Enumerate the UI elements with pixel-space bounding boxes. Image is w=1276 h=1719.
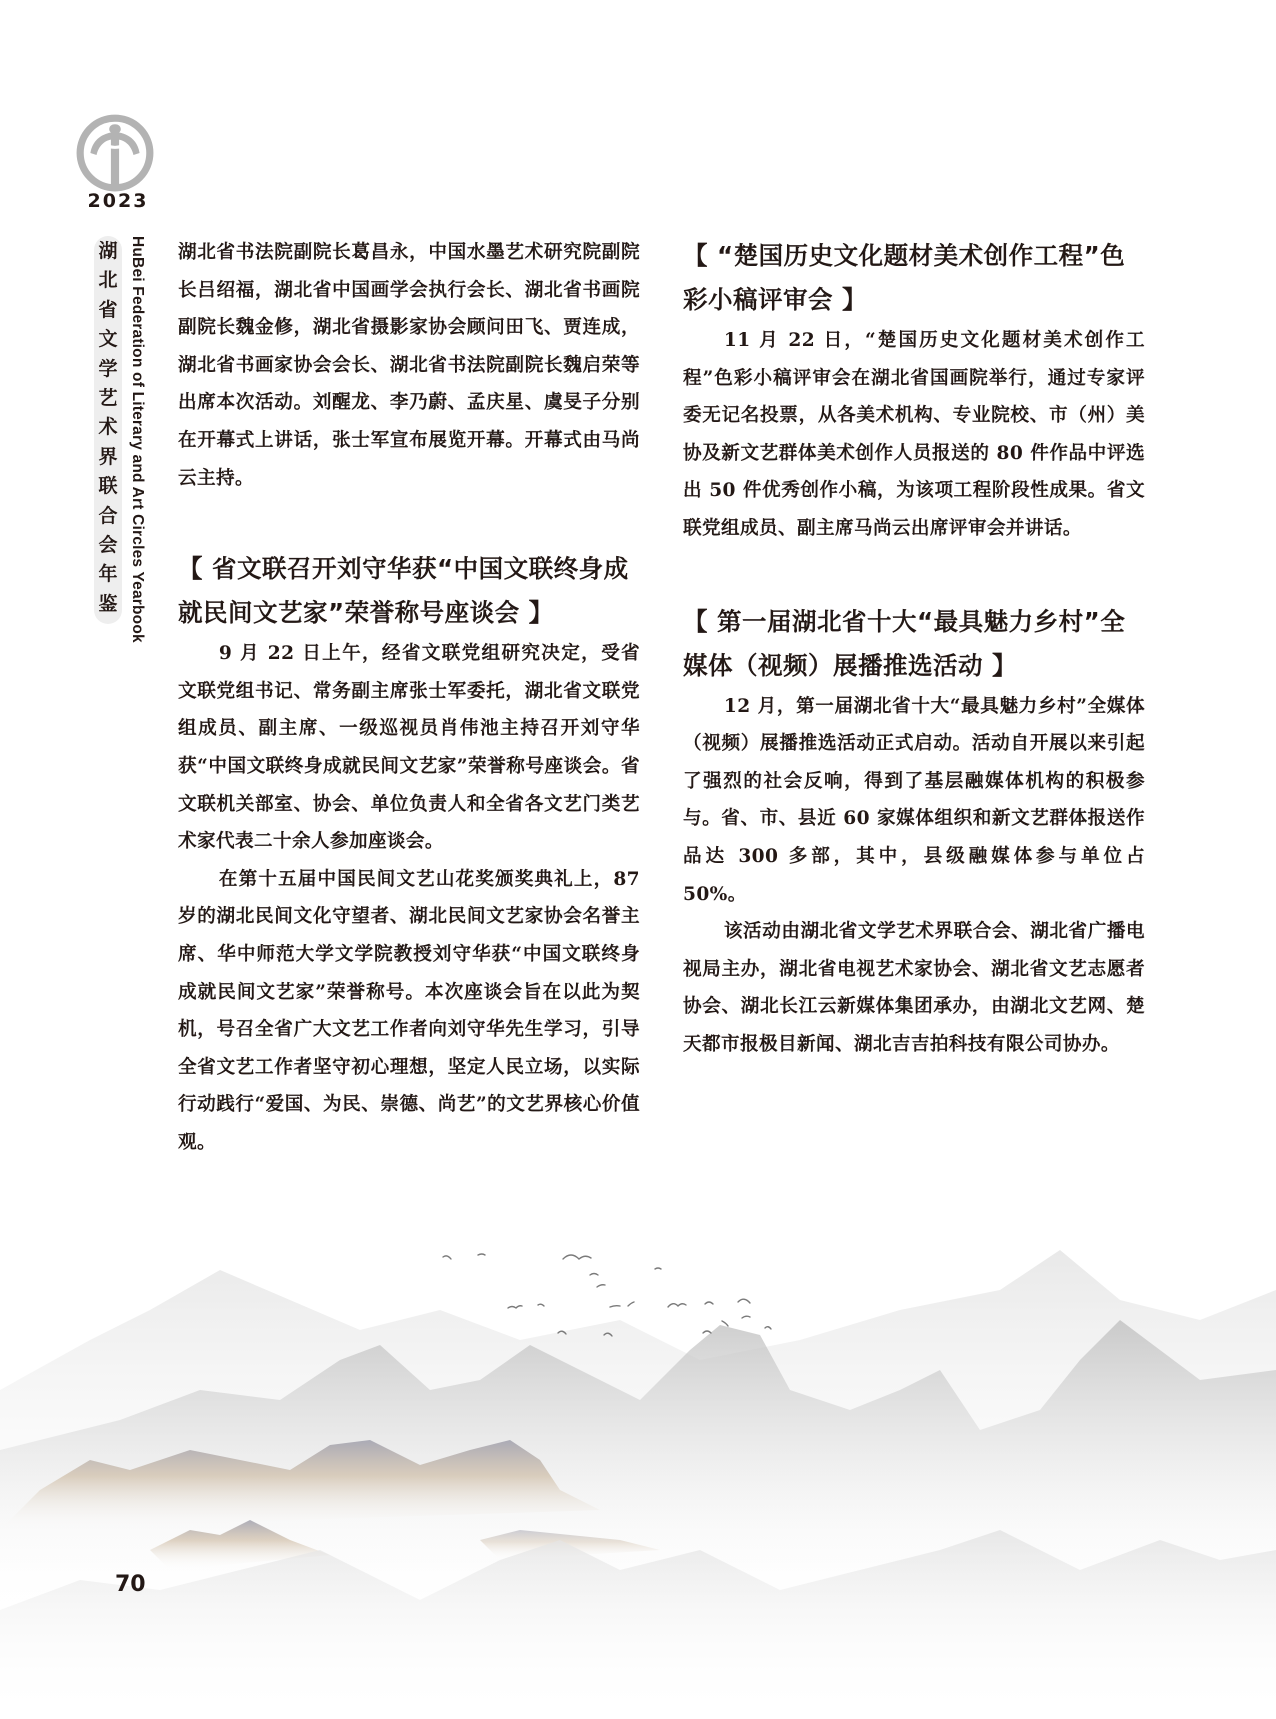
side-title-char: 年 bbox=[98, 563, 118, 586]
intro-paragraph: 湖北省书法院副院长葛昌永，中国水墨艺术研究院副院长吕绍福，湖北省中国画学会执行会长、湖北省书画院副院长魏金修，湖北省摄影家协会顾问田飞、贾连成，湖北省书画家协会会长、湖北省书法院副院长魏启荣等出席本次活动。刘醒龙、李乃蔚、孟庆星、虞旻子分别在开幕式上讲话，张士军宣布展览开幕。开幕式由马尚云主持。 bbox=[178, 242, 640, 489]
body-paragraph: 在第十五届中国民间文艺山花奖颁奖典礼上，87 岁的湖北民间文化守望者、湖北民间文艺家协会名誉主席、华中师范大学文学院教授刘守华获“中国文联终身成就民间文艺家”荣誉称号。本次座谈会旨在以此为契机，号召全省广大文艺工作者向刘守华先生学习，引导全省文艺工作者坚守初心理想，坚定人民立场，以实际行动践行“爱国、为民、崇德、尚艺”的文艺界核心价值观。 bbox=[178, 868, 640, 1153]
side-title-char: 鉴 bbox=[98, 592, 118, 615]
left-column bbox=[178, 234, 640, 1161]
side-title-char: 艺 bbox=[98, 387, 118, 410]
side-title-char: 界 bbox=[98, 445, 118, 468]
body-paragraph: 11 月 22 日，“楚国历史文化题材美术创作工程”色彩小稿评审会在湖北省国画院举行，通过专家评委无记名投票，从各美术机构、专业院校、市（州）美协及新文艺群体美术创作人员报送的 80 件作品中评选出 50 件优秀创作小稿，为该项工程阶段性成果。省文联党组成员、副主席马尚云出席评审会并讲话。 bbox=[683, 330, 1145, 539]
section-heading-chu-art-project: 【 “楚国历史文化题材美术创作工程”色彩小稿评审会 】 bbox=[683, 241, 1126, 314]
body-paragraph: 该活动由湖北省文学艺术界联合会、湖北省广播电视局主办，湖北省电视艺术家协会、湖北省文艺志愿者协会、湖北长江云新媒体集团承办，由湖北文艺网、楚天都市报极目新闻、湖北吉吉拍科技有限公司协办。 bbox=[683, 921, 1145, 1055]
side-title-char: 省 bbox=[98, 298, 118, 321]
side-title-char: 会 bbox=[98, 534, 118, 557]
side-title-char: 联 bbox=[98, 475, 118, 498]
side-title-char: 湖 bbox=[98, 240, 118, 262]
yearbook-year: 2023 bbox=[87, 190, 149, 212]
section-heading-charming-village: 【 第一届湖北省十大“最具魅力乡村”全媒体（视频）展播推选活动 】 bbox=[683, 606, 1126, 680]
side-title-char: 文 bbox=[98, 328, 118, 351]
side-title-char: 术 bbox=[98, 416, 118, 439]
right-column bbox=[683, 234, 1145, 1064]
body-paragraph: 9 月 22 日上午，经省文联党组研究决定，受省文联党组书记、常务副主席张士军委托，湖北省文联党组成员、副主席、一级巡视员肖伟池主持召开刘守华获“中国文联终身成就民间文艺家”荣誉称号座谈会。省文联机关部室、协会、单位负责人和全省各文艺门类艺术家代表二十余人参加座谈会。 bbox=[178, 643, 640, 853]
side-title-char: 合 bbox=[98, 504, 118, 527]
side-title-char: 北 bbox=[98, 269, 118, 292]
body-paragraph: 12 月，第一届湖北省十大“最具魅力乡村”全媒体（视频）展播推选活动正式启动。活动自开展以来引起了强烈的社会反响，得到了基层融媒体机构的积极参与。省、市、县近 60 家媒体组织和新文艺群体报送作品达 300 多部，其中，县级融媒体参与单位占 50%。 bbox=[683, 695, 1145, 905]
side-title-chinese bbox=[94, 236, 122, 624]
page-number: 70 bbox=[115, 1572, 146, 1597]
side-title-english: HuBei Federation of Literary and Art Circles Yearbook bbox=[129, 236, 146, 643]
ink-wash-mountains-illustration bbox=[0, 1190, 1276, 1719]
side-title-char: 学 bbox=[98, 357, 118, 380]
yearbook-emblem-icon bbox=[74, 112, 156, 194]
section-heading-liu-shouhua: 【 省文联召开刘守华获“中国文联终身成就民间文艺家”荣誉称号座谈会 】 bbox=[178, 554, 629, 628]
